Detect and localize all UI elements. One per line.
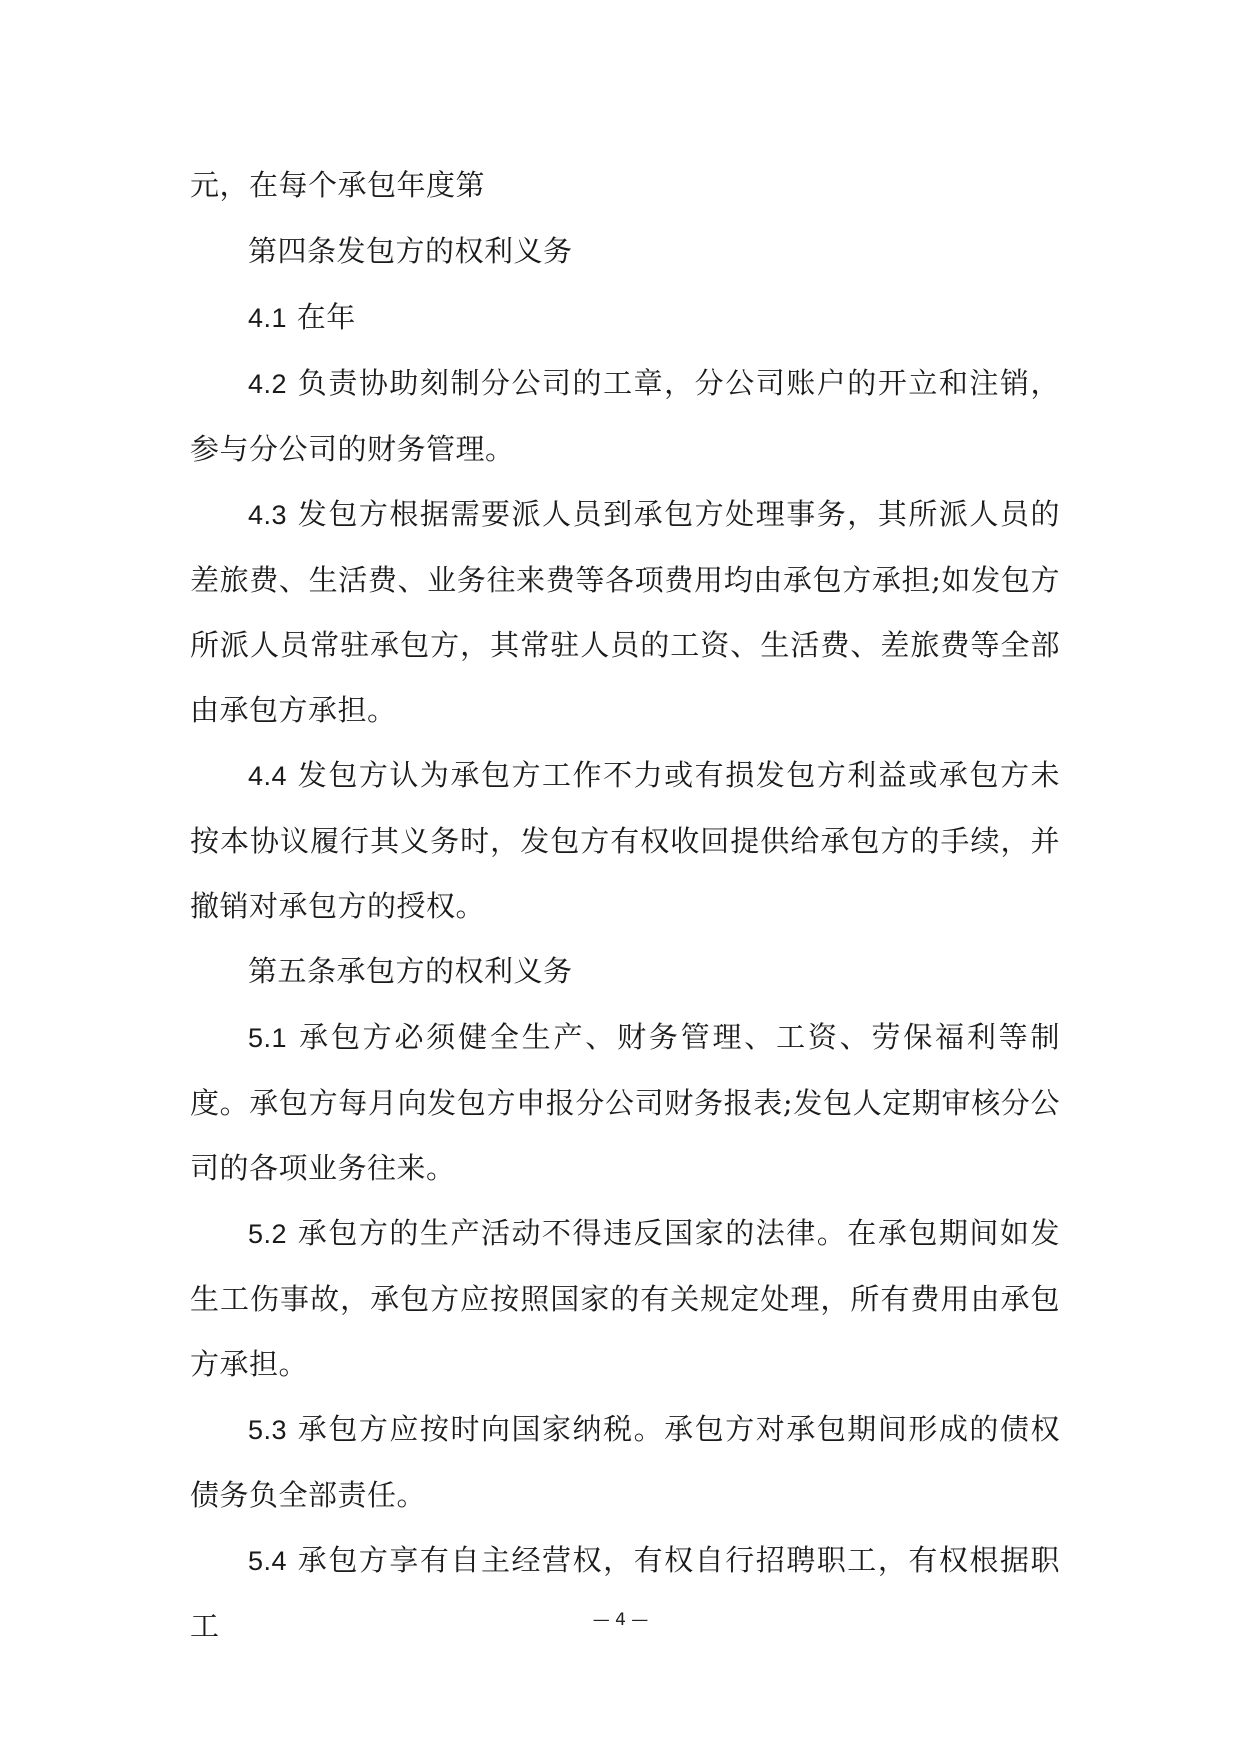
heading-text: 第五条承包方的权利义务 <box>248 954 573 988</box>
page-number: — 4 — <box>592 1610 649 1630</box>
clause-paragraph <box>190 482 1060 743</box>
paragraph-text: 发包方根据需要派人员到承包方处理事务，其所派人员的差旅费、生活费、业务往来费等各项费用均由承包方承担;如发包方所派人员常驻承包方，其常驻人员的工资、生活费、差旅费等全部由承包方承担。 <box>190 497 1060 727</box>
paragraph-text: 承包方的生产活动不得违反国家的法律。在承包期间如发生工伤事故，承包方应按照国家的有关规定处理，所有费用由承包方承担。 <box>190 1216 1060 1381</box>
clause-paragraph <box>190 285 1060 351</box>
clause-number: 4.1 <box>248 303 288 333</box>
paragraph-text: 承包方应按时向国家纳税。承包方对承包期间形成的债权债务负全部责任。 <box>190 1412 1060 1512</box>
paragraph-text: 负责协助刻制分公司的工章，分公司账户的开立和注销，参与分公司的财务管理。 <box>190 366 1060 466</box>
clause-number: 4.2 <box>248 369 288 399</box>
clause-number: 4.3 <box>248 500 288 530</box>
clause-paragraph <box>190 743 1060 939</box>
clause-number: 5.1 <box>248 1023 288 1053</box>
section-heading <box>190 219 1060 285</box>
paragraph-text: 发包方认为承包方工作不力或有损发包方利益或承包方未按本协议履行其义务时，发包方有权收回提供给承包方的手续，并撤销对承包方的授权。 <box>190 758 1060 923</box>
document-body <box>190 153 1060 1659</box>
clause-number: 5.2 <box>248 1219 288 1249</box>
clause-number: 5.3 <box>248 1415 288 1445</box>
clause-paragraph <box>190 351 1060 482</box>
paragraph-text: 承包方必须健全生产、财务管理、工资、劳保福利等制度。承包方每月向发包方申报分公司财务报表;发包人定期审核分公司的各项业务往来。 <box>190 1020 1060 1185</box>
section-heading <box>190 939 1060 1005</box>
clause-number: 5.4 <box>248 1546 288 1576</box>
clause-number: 4.4 <box>248 761 288 791</box>
paragraph-text: 承包方享有自主经营权，有权自行招聘职工，有权根据职工 <box>190 1543 1060 1643</box>
paragraph <box>190 153 1060 219</box>
paragraph-text: 元，在每个承包年度第 <box>190 168 486 202</box>
clause-paragraph <box>190 1201 1060 1397</box>
clause-paragraph <box>190 1397 1060 1528</box>
paragraph-text: 在年 <box>287 300 356 334</box>
heading-text: 第四条发包方的权利义务 <box>248 234 573 268</box>
clause-paragraph <box>190 1528 1060 1659</box>
clause-paragraph <box>190 1005 1060 1201</box>
